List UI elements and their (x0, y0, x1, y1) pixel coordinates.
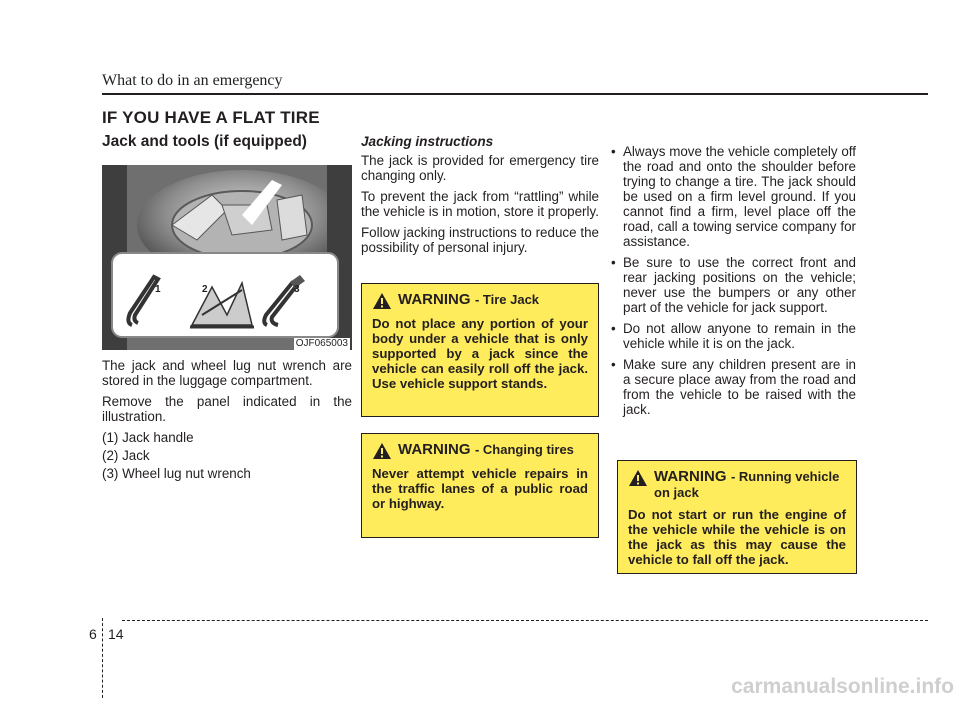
warning-triangle-icon (372, 292, 392, 310)
footer-rule (122, 620, 928, 621)
page-number: 14 (108, 626, 124, 642)
warning-word: WARNING (398, 291, 471, 308)
page-chapter-number: 6 (89, 626, 97, 642)
warning-subject: - Changing tires (474, 442, 574, 457)
jack-tools-heading: Jack and tools (if equipped) (102, 133, 307, 150)
figure-label-2: 2 (202, 284, 208, 295)
warning-word: WARNING (654, 468, 727, 485)
remove-panel-paragraph: Remove the panel indicated in the illustration. (102, 394, 352, 424)
warning-subject: - Running vehicle on jack (654, 469, 840, 500)
jacking-instructions-heading: Jacking instructions (361, 134, 494, 149)
watermark: carmanualsonline.info (731, 675, 954, 698)
figure-caption: OJF065003 (295, 338, 348, 349)
warning-box-tire-jack (361, 283, 599, 417)
column-jack-tools (102, 134, 352, 484)
list-item-jack-handle: (1) Jack handle (102, 430, 194, 445)
warning-word: WARNING (398, 441, 471, 458)
warning-subject: - Tire Jack (474, 292, 540, 307)
column-jacking-instructions (361, 134, 599, 261)
jack-safety-paragraph: Follow jacking instructions to reduce the possibility of personal injury. (361, 225, 599, 255)
jacking-rules-list (609, 144, 856, 417)
warning-box-running-vehicle (617, 460, 857, 574)
warning-body: Do not place any portion of your body under a vehicle that is only supported by a jack since the vehicle can easily roll off the jack. Use vehicle support stands. (372, 316, 588, 391)
figure-label-1: 1 (155, 284, 161, 295)
warning-triangle-icon (372, 442, 392, 460)
chapter-title: What to do in an emergency (102, 72, 283, 89)
column-jacking-rules (609, 144, 856, 423)
jack-storage-paragraph: To prevent the jack from “rattling” while the vehicle is in motion, store it properly. (361, 189, 599, 219)
storage-paragraph: The jack and wheel lug nut wrench are stored in the luggage compartment. (102, 358, 352, 388)
warning-header (628, 469, 846, 501)
list-item: • Be sure to use the correct front and rear jacking positions on the vehicle; never use the bumpers or any other part of the vehicle for jack support. (611, 255, 856, 315)
warning-body: Do not start or run the engine of the vehicle while the vehicle is on the jack as this may cause the vehicle to fall off the jack. (628, 507, 846, 567)
warning-header (372, 292, 588, 310)
jack-tools-figure (102, 165, 352, 350)
list-item: • Make sure any children present are in a secure place away from the road and from the vehicle to be raised with the jack. (611, 357, 856, 417)
jack-emergency-paragraph: The jack is provided for emergency tire changing only. (361, 153, 599, 183)
list-item-jack: (2) Jack (102, 448, 150, 463)
luggage-compartment-illustration (102, 165, 352, 350)
section-title: IF YOU HAVE A FLAT TIRE (102, 108, 320, 127)
warning-triangle-icon (628, 469, 648, 487)
list-item: • Do not allow anyone to remain in the vehicle while it is on the jack. (611, 321, 856, 351)
figure-label-3: 3 (294, 284, 300, 295)
footer-divider (102, 618, 103, 698)
warning-header (372, 442, 588, 460)
warning-body: Never attempt vehicle repairs in the traffic lanes of a public road or highway. (372, 466, 588, 511)
list-item-lug-wrench: (3) Wheel lug nut wrench (102, 466, 251, 481)
warning-box-changing-tires (361, 433, 599, 538)
header-rule (102, 93, 928, 95)
list-item: • Always move the vehicle completely off the road and onto the shoulder before trying to change a tire. The jack should be used on a firm level ground. If you cannot find a firm, level place off the road, call a towing service company for assistance. (611, 144, 856, 249)
